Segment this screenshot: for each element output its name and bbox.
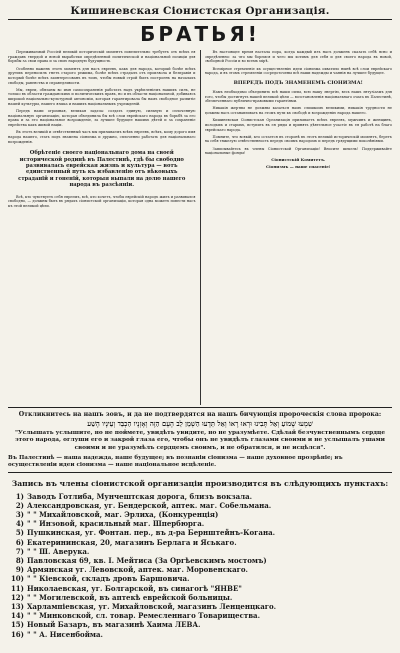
right-motto: Сіонизмъ — наше спасеніе! — [265, 164, 331, 170]
item-number: 13) — [10, 602, 24, 612]
item-text: Харлампіевская, уг. Михайловской, магазинъ Ленценцкаго. — [27, 602, 277, 612]
list-item — [8, 584, 392, 593]
item-text: " " Инзовой, красильный маг. Шпербюрга. — [27, 519, 205, 529]
item-text: Александровская, уг. Бендерской, аптек. маг. Собельмана. — [27, 500, 272, 510]
right-paragraph: Кишиневская Сіонистская Организація призываетъ всѣхъ евреевъ, мужчинъ и женщинъ, молодыхъ и старыхъ, вступить въ ея ряды и принять дѣятельное участіе въ ея работѣ на благо еврейскаго народа. — [204, 118, 392, 132]
item-text: Армянская уг. Левовской, аптек. маг. Моровенскаго. — [27, 565, 248, 575]
middle-rule — [8, 407, 392, 408]
item-number: 4) — [15, 519, 24, 529]
right-paragraph: Намъ необходимо объединить всѣ наши силы, всю нашу энергію, весь нашъ энтузіазмъ для того, чтобы достигнуть нашей великой цѣли — возстановленія національнаго очага въ Палестинѣ, обезпеченнаго публично-правовыми гарантіями. — [204, 89, 392, 104]
item-number: 15) — [10, 620, 24, 630]
quote-translation: "Услышать услышите, но не поймете, увидѣть увидите, но не уразумѣете. Сдѣлай безчувственнымъ сердце этого народа, оглуши его и закрой глаза его, чтобы онъ не увидѣлъ глазами своими и не услышалъ ушами своими и не уразумѣлъ сердцемъ своимъ, и не обратился, и не исцѣлся". — [14, 430, 386, 451]
appeal-text: Откликнитесь на нашъ зовъ, и да не подтвердятся на нашъ бичующія пророческія слова пророка: — [18, 411, 382, 418]
list-item — [8, 528, 392, 537]
item-text: Екатерининская, 20, магазинъ Берлага и Яськаго. — [27, 537, 237, 547]
list-item — [8, 630, 392, 639]
item-number: 11) — [10, 583, 24, 593]
item-text: " " Минковской, сл. товар. Ремесленнаго Товарищества. — [27, 611, 261, 621]
left-callout: Обрѣтеніе своего національнаго дома на своей исторической родинѣ въ Палестинѣ, гдѣ бы свободно развивалась еврейская жизнь и культура — вотъ единственный путь къ избавленію отъ вѣковыхъ страданій и гоненій, которыя выпали на долю нашего народа въ разсѣяніи. — [18, 150, 186, 189]
list-item — [8, 593, 392, 602]
list-item — [8, 565, 392, 574]
right-paragraph: Никакія жертвы не должны казаться намъ слишкомъ великими, никакія трудности не должны насъ останавливать на этомъ пути къ свободѣ и возрожденію народа нашего. — [204, 106, 392, 116]
item-text: Павловская 69, кв. І. Мейтиса (За Оргѣевскимъ мостомъ) — [27, 556, 267, 566]
right-signature: Сіонистскій Комитетъ. — [271, 157, 326, 163]
item-number: 12) — [10, 592, 24, 602]
item-text: Пушкинская, уг. Фонтан. пер., въ д-ра Бернштейнъ-Когана. — [27, 528, 276, 538]
right-paragraph: Записывайтесь въ члены Сіонистской Организаціи! Вносите шекель! Поддерживайте національные фонды! — [204, 146, 392, 156]
right-callout: ВПЕРЕДЪ ПОДЪ ЗНАМЕНЕМЪ СІОНИЗМА! — [233, 79, 363, 86]
item-number: 7) — [15, 546, 24, 556]
left-paragraph: Особенно важенъ этотъ моментъ для насъ евреевъ, какъ для народа, который болѣе всѣхъ другихъ переносилъ гнетъ старого режима, болѣе всѣхъ страдалъ отъ произвола и безправія и который болѣе всѣхъ заинтересованъ въ томъ, чтобы новый строй былъ построенъ на началахъ свободы, равенства и справедливости. — [8, 66, 196, 85]
item-number: 1) — [15, 491, 24, 501]
slogan: Въ Палестинѣ — наша надежда, наше будущее; въ познаніи сіонизма — наше духовное прозрѣніе; въ осуществленіи идеи сіонизма — наше національное исцѣленіе. — [8, 455, 343, 469]
left-paragraph: Передъ нами огромная, великая задача: создать единую, сильную и сплоченную національную организацію, которая объединила бы всѣ слои еврейскаго народа въ борьбѣ за его права и за его національное возрожденіе, за лучшее будущее нашихъ дѣтей и за сохраненіе еврейства какъ живой націи. — [8, 108, 196, 128]
right-column — [205, 50, 393, 405]
item-text: Новый Базаръ, въ магазинѣ Хаима ЛЕВА. — [27, 620, 201, 630]
column-divider — [200, 50, 201, 405]
item-number: 16) — [10, 629, 24, 639]
list-item — [8, 501, 392, 510]
registration-points-list — [8, 492, 392, 639]
left-paragraph: Мы, евреи, обязаны во имя самосохраненія работать надъ укрѣпленіемъ нашихъ силъ, не только въ области гражданскихъ и политическихъ правъ, но и въ области національной, добиваясь широкой національно-культурной автономіи, которая гарантировала бы намъ свободное развитіе нашей культуры, нашего языка и нашихъ національныхъ учрежденій. — [8, 87, 196, 106]
left-paragraph: Переживаемый Россіей великій историческій моментъ повелительно требуетъ отъ всѣхъ ея граждавъ твердой и ясной выработки опредѣленной политической и національной позиціи для борьбы за свои права и за свою народную будущность. — [8, 50, 196, 64]
item-text: " " Ш. Аверука. — [27, 546, 90, 556]
lower-rule — [8, 472, 392, 473]
list-item — [8, 510, 392, 519]
organization-title: Кишиневская Сіонистская Организація. — [70, 5, 330, 17]
entry-intro: Запись въ члены сіонистской организаціи производится въ слѣдующихъ пунктахъ: — [11, 478, 389, 488]
item-number: 14) — [10, 611, 24, 621]
item-text: " " Кіевской, складъ дровъ Баршовича. — [27, 574, 190, 584]
left-column — [8, 50, 196, 405]
list-item — [8, 556, 392, 565]
left-paragraph: Въ этотъ великій и отвѣтственный часъ мы призываемъ всѣхъ евреевъ, всѣхъ, кому дорого имя народа нашего, стать подъ знамена сіонизма и дружно, сплоченно работать для національнаго возрожденія. — [8, 130, 196, 144]
list-item — [8, 547, 392, 556]
item-text: Николаевская, уг. Болгарской, въ синагогѣ "ЯНВЕ" — [27, 583, 242, 593]
left-tail: Всѣ, кто чувствуетъ себя евреемъ, всѣ, кто хочетъ, чтобы еврейскій народъ жилъ и развивался свободно, — должны быть въ рядахъ сіонистской организаціи, которая одна можетъ повести насъ къ этой великой цѣли. — [8, 194, 196, 209]
hebrew-quote: שִׁמְעוּ שָׁמוֹעַ וְאַל תָּבִינוּ וּרְאוּ רָאוֹ וְאַל תֵּדָעוּ הַשְׁמֵן לֵב הָעָם הַזֶּה וְאָזְנָיו הַכְבֵּד וְעֵינָיו הָשַׁע — [87, 420, 313, 428]
item-number: 5) — [15, 528, 24, 538]
right-paragraph: Въ настоящее время настала пора, когда каждый изъ насъ долженъ сказать себѣ ясно и опредѣленно: за что мы боремся и чего мы хотимъ для себя и для своего народа въ новой, свободной Россіи и во всемъ мірѣ. — [204, 50, 392, 64]
item-number: 9) — [15, 565, 24, 575]
top-rule — [8, 19, 392, 20]
list-item — [8, 602, 392, 611]
list-item — [8, 611, 392, 620]
item-text: Заводъ Готлиба, Мунчештская дорога, близъ вокзала. — [27, 491, 253, 501]
item-number: 3) — [15, 510, 24, 520]
headline: БРАТЬЯ! — [140, 22, 260, 46]
item-number: 2) — [15, 500, 24, 510]
item-number: 6) — [15, 537, 24, 547]
list-item — [8, 538, 392, 547]
list-item — [8, 574, 392, 583]
item-text: " " Михайловской, маг. Эрлиха, (Конкуренція) — [27, 510, 219, 520]
right-paragraph: Помните, что всякій, кто остается въ сторонѣ въ этотъ великій историческій моментъ, беретъ на себя тяжелую отвѣтственность передъ своимъ народомъ и передъ грядущими поколѣніями. — [204, 134, 392, 144]
poster — [8, 5, 392, 641]
item-number: 8) — [15, 556, 24, 566]
body-columns — [8, 50, 392, 405]
item-number: 10) — [10, 574, 24, 584]
item-text: " " А. Нисенбойма. — [27, 629, 103, 639]
item-text: " " Могилевской, въ аптекѣ еврейской больницы. — [27, 592, 233, 602]
list-item — [8, 492, 392, 501]
right-paragraph: Всемірное стремленіе къ осуществленію идеи сіонизма охватило нынѣ всѣ слои еврейскаго народа, и въ этомъ стремленіи сосредоточены всѣ наши надежды и чаянія на лучшее будущее. — [204, 66, 392, 76]
list-item — [8, 620, 392, 629]
list-item — [8, 519, 392, 528]
